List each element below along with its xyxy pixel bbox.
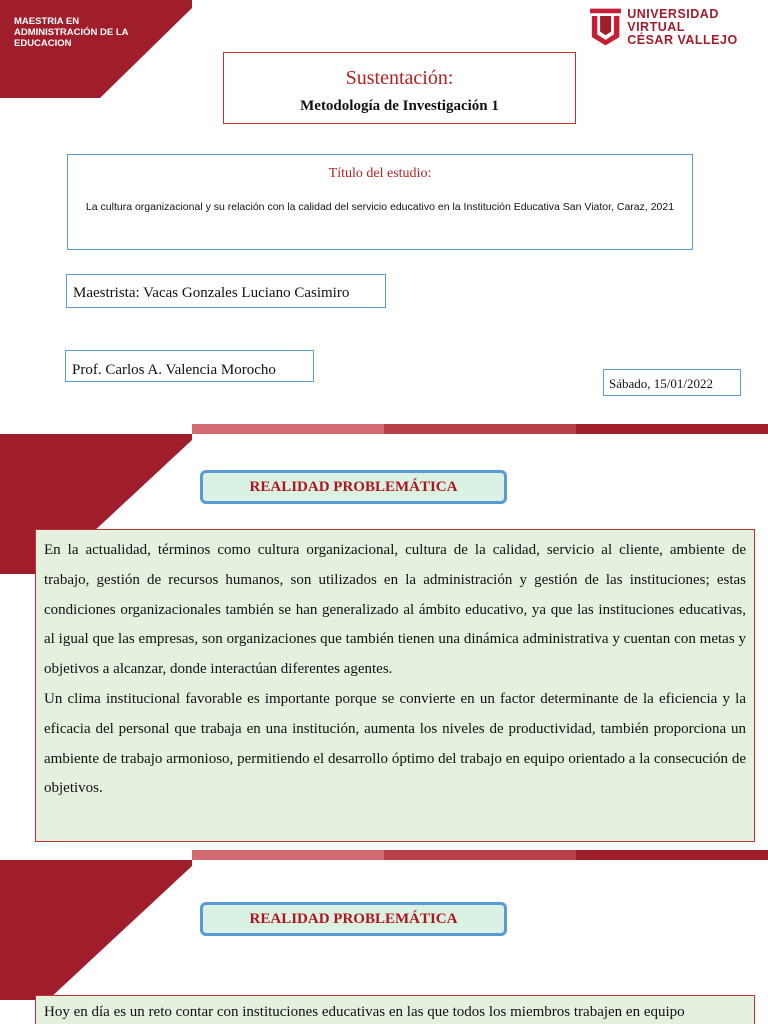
slide-realidad-1	[0, 424, 768, 850]
university-logo	[590, 6, 768, 48]
ucv-logo-icon	[590, 7, 621, 47]
paragraph: Un clima institucional favorable es importante porque se convierte en un factor determinante de la eficiencia y la eficacia del personal que trabaja en una institución, aumenta los niveles de productividad, también proporciona un ambiente de trabajo armonioso, permitiendo el desarrollo óptimo del trabajo en equipo orientado a la consecución de objetivos.	[44, 690, 746, 797]
logo-line-1: UNIVERSIDAD VIRTUAL	[627, 6, 719, 34]
problem-text-box	[35, 995, 755, 1024]
logo-line-2: CÉSAR VALLEJO	[627, 32, 738, 47]
slide-realidad-2	[0, 850, 768, 1024]
header-band-light	[192, 850, 384, 860]
section-heading: REALIDAD PROBLEMÁTICA	[200, 902, 507, 936]
header-corner-shape	[0, 850, 200, 1000]
header-band-mid	[384, 424, 576, 434]
study-title-box	[67, 154, 693, 250]
study-title-label: Título del estudio:	[328, 166, 432, 181]
section-heading: REALIDAD PROBLEMÁTICA	[200, 470, 507, 504]
header-band-mid	[384, 850, 576, 860]
sustentacion-title: Sustentación:	[345, 67, 454, 89]
professor-box: Prof. Carlos A. Valencia Morocho	[65, 350, 314, 382]
header-corner-shape	[0, 0, 200, 100]
study-title-text: La cultura organizacional y su relación con la calidad del servicio educativo en la Institución Educativa San Viator, Caraz, 2021	[85, 201, 675, 213]
course-name: Metodología de Investigación 1	[300, 98, 499, 114]
header-band-dark	[576, 850, 768, 860]
paragraph: En la actualidad, términos como cultura organizacional, cultura de la calidad, servicio al cliente, ambiente de trabajo, gestión de recursos humanos, son utilizados en la administración y gestión de las instituciones; estas condiciones organizacionales también se han generalizado al ámbito educativo, ya que las instituciones educativas, al igual que las empresas, son organizaciones que también tienen una dinámica administrativa y cuentan con metas y objetivos a alcanzar, donde interactúan diferentes agentes.	[44, 542, 746, 678]
maestrista-box: Maestrista: Vacas Gonzales Luciano Casimiro	[66, 274, 386, 308]
paragraph: Hoy en día es un reto contar con instituciones educativas en las que todos los miembros trabajen en equipo	[44, 1004, 685, 1020]
header-band-dark	[576, 424, 768, 434]
problem-text-box	[35, 529, 755, 842]
date-box: Sábado, 15/01/2022	[603, 369, 741, 396]
program-title: MAESTRIA EN ADMINISTRACIÓN DE LA EDUCACION	[14, 16, 129, 49]
slide-title	[0, 0, 768, 424]
header-band-light	[192, 424, 384, 434]
sustentacion-box	[223, 52, 576, 124]
